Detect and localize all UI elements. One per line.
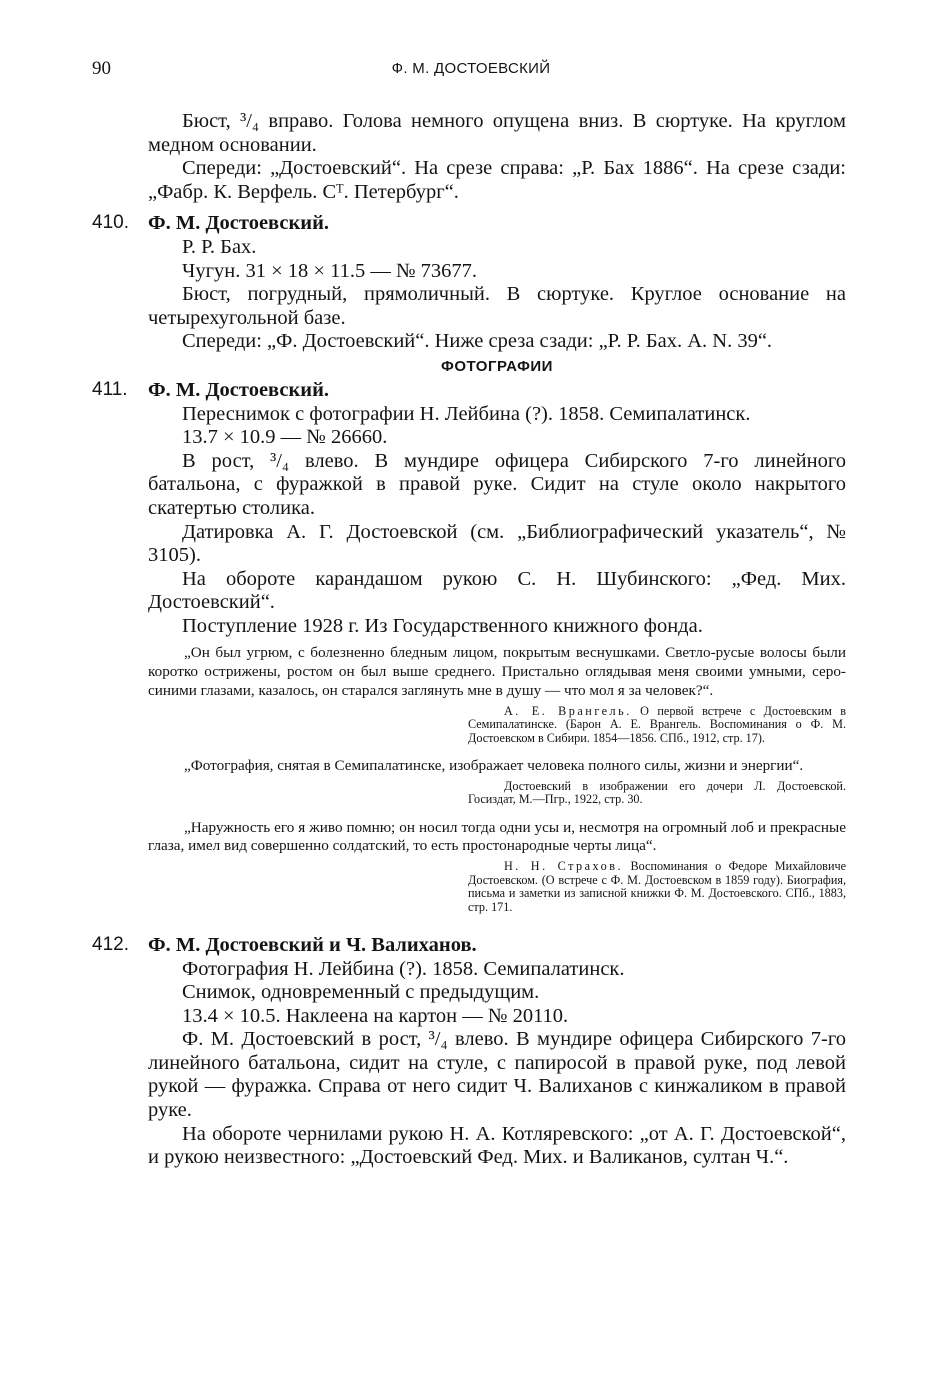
entry-410 [92,212,846,354]
entry-title: Ф. М. Достоевский. [148,212,330,235]
entry-412 [92,933,846,1170]
entry-source: Фотография Н. Лейбина (?). 1858. Семипалатинск. [182,957,625,980]
entry-number: 410. [92,212,129,234]
section-heading: ФОТОГРАФИИ [441,357,553,375]
quote-wrangel: „Он был угрюм, с болезненно бледным лицом, покрытым веснушками. Светло-русые волосы были коротко острижены, ростом он был выше среднего. Пристально оглядывая меня своими умными, серо-синими глазами, казалось, он старался заглянуть мне в душу — что мол я за человек?“. [148,644,846,700]
entry-number: 411. [92,378,128,400]
entry-receipt: Поступление 1928 г. Из Государственного книжного фонда. [182,614,703,637]
quote-source-strakhov [468,860,846,914]
entry-description: В рост, ³/₄ влево. В мундире офицера Сибирского 7-го линейного батальона, с фуражкой в правой руке. Сидит на стуле около накрытого скатертью столика. [148,449,846,519]
source-author: А. Е. Врангель. [504,703,632,718]
entry-dating: Датировка А. Г. Достоевской (см. „Библиографический указатель“, № 3105). [148,520,846,567]
entry-size: 13.7 × 10.9 — № 26660. [182,426,388,449]
quote-source-daughter: Достоевский в изображении его дочери Л. Достоевской. Госиздат, М.—Пгр., 1922, стр. 30. [468,778,846,807]
entry-title: Ф. М. Достоевский. [148,378,330,401]
source-text: Воспоминания о Федоре Михайловиче Достоевском. (О встрече с Ф. М. Достоевском в 1859 году). Биография, письма и заметки из записной книжки Ф. М. Достоевского. СПб., 1883, стр. 171. [468,859,847,914]
entry-reverse: На обороте карандашом рукою С. Н. Шубинского: „Фед. Мих. Достоевский“. [148,567,846,614]
entry-author: Р. Р. Бах. [182,235,257,258]
quote-source-wrangel [468,705,846,745]
source-author: Н. Н. Страхов. [504,859,624,874]
entry-inscription: Спереди: „Ф. Достоевский“. Ниже среза сзади: „Р. Р. Бах. A. N. 39“. [182,330,773,353]
entry-title: Ф. М. Достоевский и Ч. Валиханов. [148,933,477,956]
quote-daughter: „Фотография, снятая в Семипалатинске, изображает человека полного силы, жизни и энергии“. [184,757,804,775]
intro-description: Бюст, ³/₄ вправо. Голова немного опущена вниз. В сюртуке. На круглом медном основании. [148,110,846,156]
entry-description: Ф. М. Достоевский в рост, ³/₄ влево. В мундире офицера Сибирского 7-го линейного батальона, сидит на стуле, с папиросой в правой руке, под левой рукой — фуражка. Справа от него сидит Ч. Валиханов с кинжаликом в правой руке. [148,1028,846,1122]
entry-material: Чугун. 31 × 18 × 11.5 — № 73677. [182,259,477,282]
quote-strakhov: „Наружность его я живо помню; он носил тогда одни усы и, несмотря на огромный лоб и прекрасные глаза, имел вид совершенно солдатский, то есть простонародные черты лица“. [148,818,846,855]
intro-inscription: Спереди: „Достоевский“. На срезе справа: „Р. Бах 1886“. На срезе сзади: „Фабр. К. Верфель. Сᵀ. Петербург“. [148,157,846,203]
entry-source: Переснимок с фотографии Н. Лейбина (?). 1858. Семипалатинск. [182,402,751,425]
body-text [92,110,847,1170]
entry-note: Снимок, одновременный с предыдущим. [182,981,540,1004]
entry-size: 13.4 × 10.5. Наклеена на картон — № 20110. [182,1004,569,1027]
page-number: 90 [92,58,111,79]
source-text: О первой встрече с Достоевским в Семипалатинске. (Барон А. Е. Врангель. Воспоминания о Ф. М. Достоевском в Сибири. 1854—1856. СПб., 1912, стр. 17). [468,703,846,745]
entry-number: 412. [92,933,129,955]
entry-reverse: На обороте чернилами рукою Н. А. Котляревского: „от А. Г. Достоевской“, и рукою неизвестного: „Достоевский Фед. Мих. и Валиканов, султан Ч.“. [148,1122,846,1169]
running-title: Ф. М. ДОСТОЕВСКИЙ [391,60,551,77]
entry-411 [92,378,847,914]
entry-description: Бюст, погрудный, прямоличный. В сюртуке. Круглое основание на четырехугольной базе. [148,283,846,329]
page-header [0,58,942,82]
